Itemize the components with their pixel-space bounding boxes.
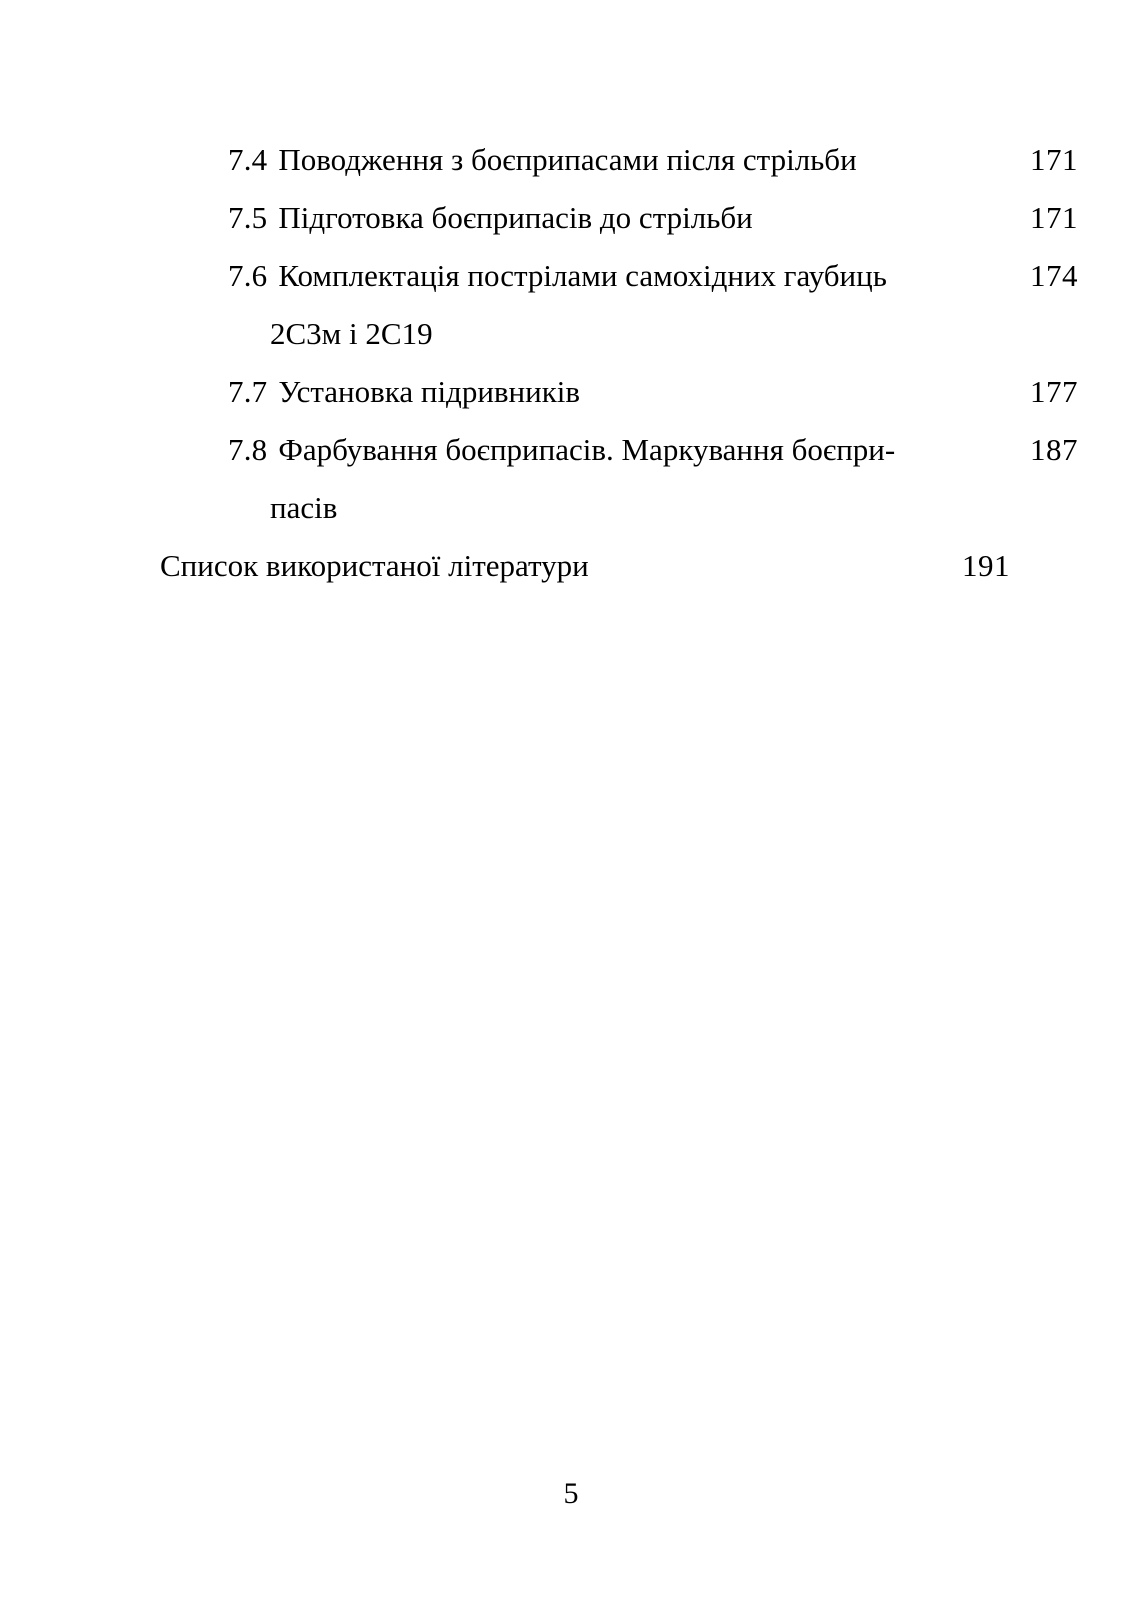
toc-entry-page-number: 171 (1030, 200, 1078, 235)
footer-page-number: 5 (563, 1477, 579, 1510)
toc-entry-line (160, 247, 1078, 305)
toc-entry-continuation-text: 2С3м і 2С19 (270, 316, 433, 351)
toc-entry (160, 421, 1078, 537)
toc-entry-continuation-text: пасів (270, 490, 338, 525)
toc-entry-title: Комплектація пострілами самохідних гаубиць (278, 258, 887, 293)
toc-entry-number: 7.5 (228, 200, 268, 235)
toc-entry-title: Фарбування боєприпасів. Маркування боєпри- (278, 432, 896, 467)
toc-entry-line (160, 131, 1078, 189)
toc-entry (160, 189, 1078, 247)
toc-entry-number: 7.8 (228, 432, 268, 467)
toc-entry-continuation-line (160, 479, 1120, 537)
toc-entry-title: Поводження з боєприпасами після стрільби (278, 142, 857, 177)
toc-entry-line (160, 363, 1078, 421)
toc-entry (160, 247, 1078, 363)
toc-entry-number: 7.4 (228, 142, 268, 177)
toc-entry-line (160, 421, 1078, 479)
toc-entry-page-number: 187 (1030, 432, 1078, 467)
toc-entry-page-number: 191 (962, 548, 1010, 583)
dot-leader (433, 313, 1048, 344)
dot-leader (337, 487, 867, 518)
toc-entry-title: Список використаної літератури (160, 548, 589, 583)
toc-entry-page-number: 171 (1030, 142, 1078, 177)
toc-entry-page-number: 174 (1030, 258, 1078, 293)
toc-entry (160, 131, 1078, 189)
dot-leader (857, 139, 1006, 170)
toc-entry (160, 537, 1010, 595)
toc-entry-number: 7.6 (228, 258, 268, 293)
toc-entry-line (160, 189, 1078, 247)
toc-entry-title: Установка підривників (278, 374, 581, 409)
dot-leader (753, 197, 1006, 228)
toc-entry-page-number: 177 (1030, 374, 1078, 409)
table-of-contents (160, 131, 1078, 595)
dot-leader (580, 371, 1006, 402)
toc-entry (160, 363, 1078, 421)
dot-leader (589, 545, 938, 576)
toc-entry-title: Підготовка боєприпасів до стрільби (278, 200, 753, 235)
toc-entry-number: 7.7 (228, 374, 268, 409)
toc-entry-continuation-line (160, 305, 1120, 363)
toc-entry-line (160, 537, 1010, 595)
